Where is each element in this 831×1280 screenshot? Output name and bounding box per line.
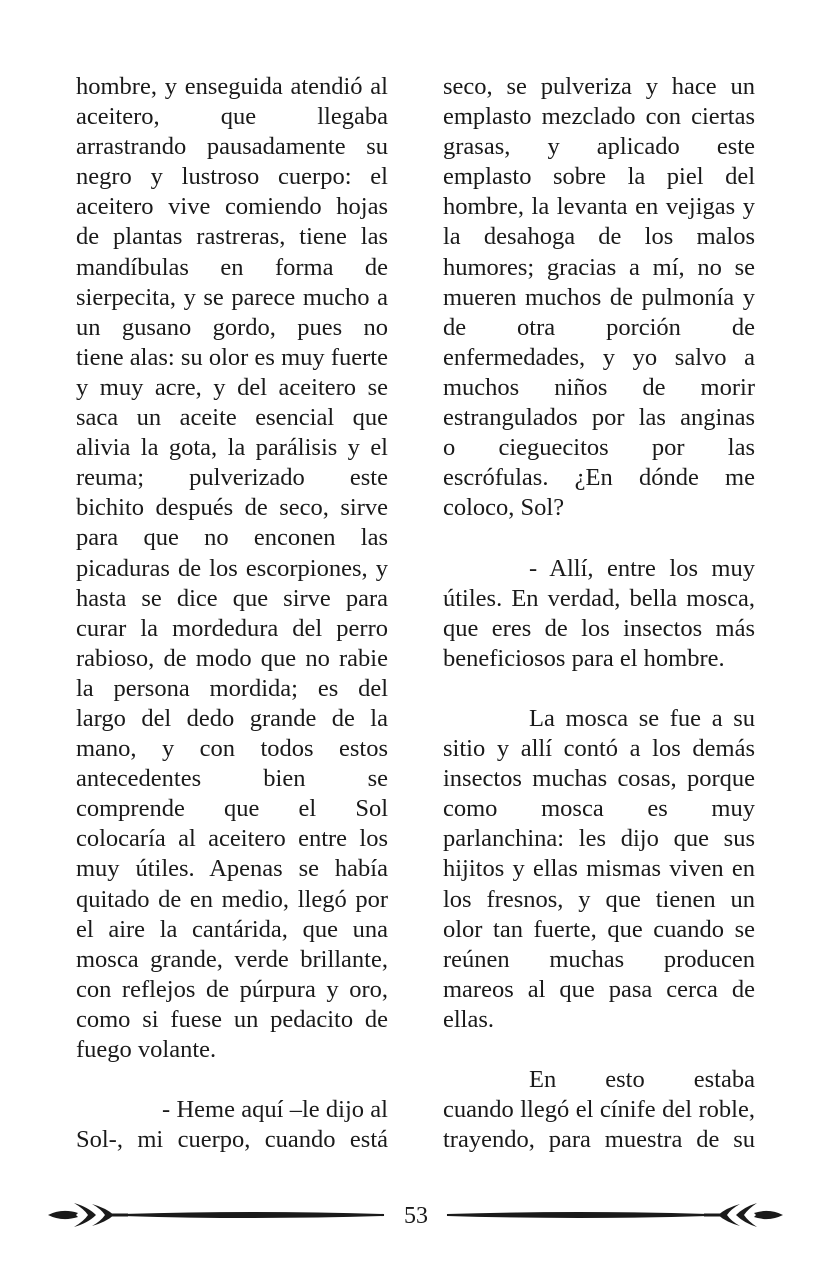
text-line: alivia la gota, la parálisis y el [76,434,388,462]
text-line: estrangulados por las anginas [443,404,755,432]
right-text-column [443,72,755,1155]
text-line: tiene alas: su olor es muy fuerte [76,343,388,371]
text-line: insectos muchas cosas, porque [443,765,755,793]
text-line: bichito después de seco, sirve [76,494,388,522]
text-line: reuma; pulverizado este [76,464,388,492]
text-line: enfermedades, y yo salvo a [443,343,755,371]
text-line: de plantas rastreras, tiene las [76,223,388,251]
text-line: hombre, y enseguida atendió al [76,73,388,100]
text-line: arrastrando pausadamente su [76,133,388,161]
text-line: con reflejos de púrpura y oro, [76,975,388,1003]
text-line: quitado de en medio, llegó por [76,885,388,913]
text-line: comprende que el Sol [76,795,388,823]
text-line: trayendo, para muestra de su [443,1126,755,1154]
text-line: largo del dedo grande de la [76,704,388,732]
text-line: coloco, Sol? [443,494,565,522]
text-line: - Heme aquí –le dijo al [162,1096,388,1124]
page-number: 53 [404,1203,428,1229]
text-line: mareos al que pasa cerca de [443,975,755,1003]
text-line: seco, se pulveriza y hace un [443,73,755,100]
text-line: La mosca se fue a su [529,704,755,732]
text-line: parlanchina: les dijo que sus [443,825,755,853]
text-line: humores; gracias a mí, no se [443,253,755,281]
text-line: fuego volante. [76,1036,217,1063]
text-line: Sol-, mi cuerpo, cuando está [76,1126,388,1154]
text-line: reúnen muchas producen [443,945,755,973]
text-line: rabioso, de modo que no rabie [76,644,388,672]
text-line: ellas. [443,1005,495,1033]
text-line: el aire la cantárida, que una [76,915,388,943]
text-line: saca un aceite esencial que [76,404,388,432]
text-line: grasas, y aplicado este [443,133,755,161]
text-line: hombre, la levanta en vejigas y [443,193,755,221]
text-line: hijitos y ellas mismas viven en [443,855,755,883]
text-line: como si fuese un pedacito de [76,1005,388,1033]
text-line: picaduras de los escorpiones, y [76,554,388,582]
text-line: aceitero vive comiendo hojas [76,193,388,221]
paragraph-gap [443,1035,755,1065]
text-line: sierpecita, y se parece mucho a [76,283,388,311]
text-line: hasta se dice que sirve para [76,584,388,612]
text-line: cuando llegó el cínife del roble, [443,1096,755,1124]
text-line: olor tan fuerte, que cuando se [443,915,755,943]
text-line: sitio y allí contó a los demás [443,735,755,763]
right-arrow-ornament [447,1203,783,1227]
text-line: la desahoga de los malos [443,223,755,251]
text-line: emplasto sobre la piel del [443,163,755,191]
text-line: negro y lustroso cuerpo: el [76,163,388,191]
paragraph-gap [443,674,755,704]
text-line: la persona mordida; es del [76,674,388,702]
text-line: escrófulas. ¿En dónde me [443,464,755,492]
text-line: como mosca es muy [443,795,755,823]
text-line: y muy acre, y del aceitero se [76,373,388,401]
left-text-column [76,72,388,1155]
text-line: curar la mordedura del perro [76,614,388,642]
text-line: emplasto mezclado con ciertas [443,103,755,131]
text-line: para que no enconen las [76,524,388,552]
text-line: o cieguecitos por las [443,434,755,462]
text-line: mano, y con todos estos [76,735,388,763]
paragraph-gap [443,523,755,553]
text-line: beneficiosos para el hombre. [443,644,725,672]
text-line: muy útiles. Apenas se había [76,855,388,883]
text-line: aceitero, que llegaba [76,103,388,131]
text-line: En esto estaba [529,1066,755,1094]
text-line: muchos niños de morir [443,373,755,401]
left-arrow-ornament [48,1203,384,1227]
text-line: de otra porción de [443,313,755,341]
text-line: un gusano gordo, pues no [76,313,388,341]
text-line: mosca grande, verde brillante, [76,945,388,973]
text-line: antecedentes bien se [76,765,388,793]
paragraph-gap [76,1065,388,1095]
text-line: útiles. En verdad, bella mosca, [443,584,755,612]
text-line: colocaría al aceitero entre los [76,825,388,853]
text-line: - Allí, entre los muy [529,554,755,582]
text-line: que eres de los insectos más [443,614,755,642]
text-line: mueren muchos de pulmonía y [443,283,755,311]
text-line: los fresnos, y que tienen un [443,885,755,913]
text-line: mandíbulas en forma de [76,253,388,281]
